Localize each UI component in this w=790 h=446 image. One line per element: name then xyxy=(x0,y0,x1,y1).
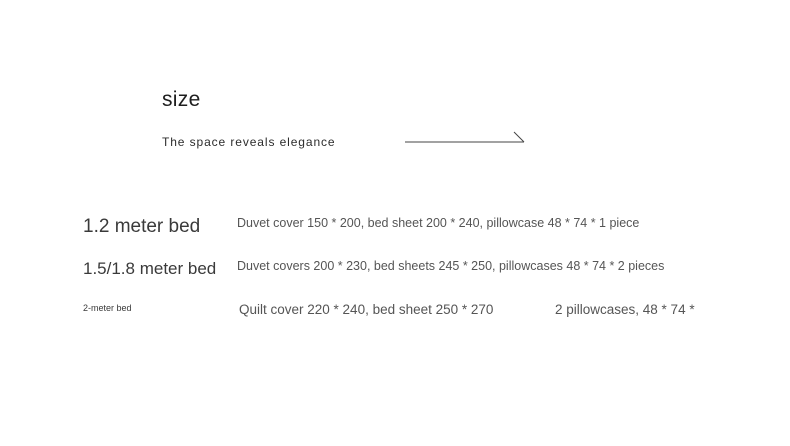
page-subtitle: The space reveals elegance xyxy=(162,135,336,149)
size-row-label: 2-meter bed xyxy=(83,303,132,313)
size-row-details-extra: 2 pillowcases, 48 * 74 * xyxy=(555,302,695,317)
size-row-label: 1.2 meter bed xyxy=(83,216,201,237)
size-row-label: 1.5/1.8 meter bed xyxy=(83,259,217,278)
arrow-right-icon xyxy=(404,129,528,147)
size-row-details: Duvet cover 150 * 200, bed sheet 200 * 240, pillowcase 48 * 74 * 1 piece xyxy=(237,216,640,230)
size-row-details: Duvet covers 200 * 230, bed sheets 245 * 250, pillowcases 48 * 74 * 2 pieces xyxy=(237,259,665,273)
size-row-details: Quilt cover 220 * 240, bed sheet 250 * 270 xyxy=(239,302,494,317)
page-title: size xyxy=(162,88,201,111)
